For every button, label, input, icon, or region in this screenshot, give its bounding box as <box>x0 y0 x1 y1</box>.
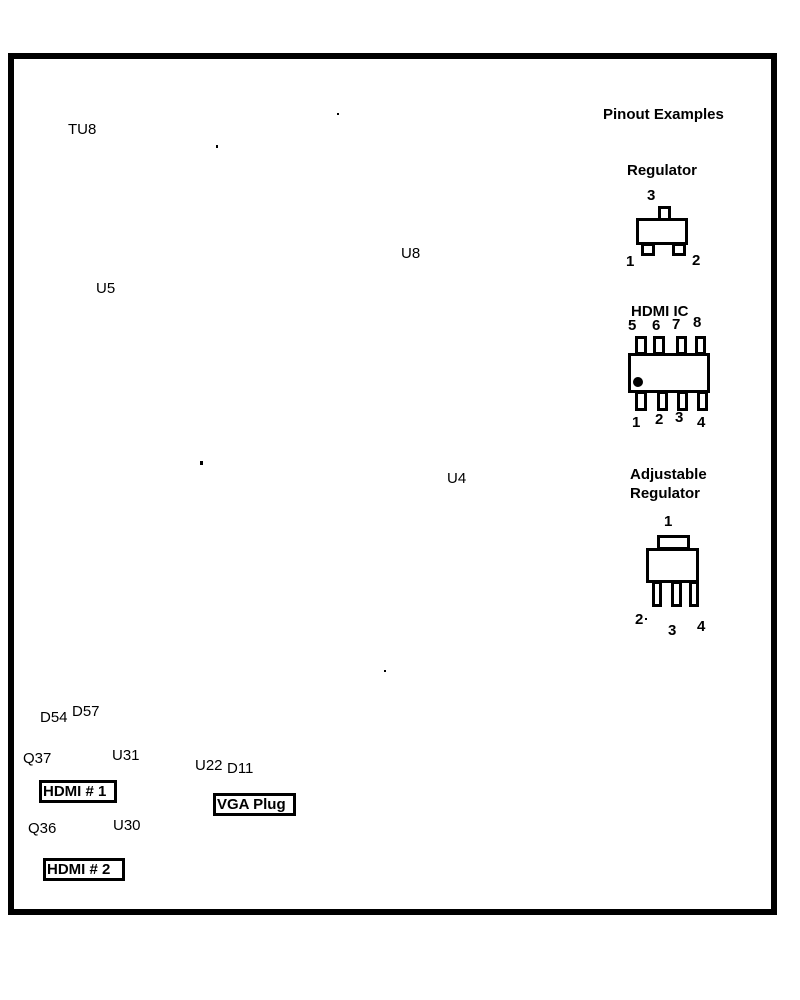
hdmi-ic-bottom-pin-4 <box>697 391 708 411</box>
component-label-u4: U4 <box>447 470 467 487</box>
adjustable-regulator-pin-middle <box>671 581 682 607</box>
adjustable-regulator-pin-right <box>689 581 699 607</box>
component-label-d54: D54 <box>40 709 68 726</box>
regulator-pin-1-number: 1 <box>626 253 635 270</box>
component-label-d11: D11 <box>227 760 254 777</box>
component-label-u22: U22 <box>195 757 223 774</box>
regulator-body <box>636 218 688 245</box>
hdmi-ic-pin-2-number: 2 <box>655 411 664 428</box>
pinout-examples-heading: Pinout Examples <box>603 106 724 123</box>
adjustable-regulator-pin-left <box>652 581 662 607</box>
adjustable-regulator-pin-3-number: 3 <box>668 622 677 639</box>
component-label-tu8: TU8 <box>68 121 97 138</box>
component-label-u31: U31 <box>112 747 140 764</box>
adjustable-regulator-pin-1-number: 1 <box>664 513 673 530</box>
hdmi-ic-bottom-pin-1 <box>635 391 647 411</box>
component-label-u5: U5 <box>96 280 116 297</box>
hdmi-ic-pin-3-number: 3 <box>675 409 684 426</box>
adjustable-regulator-pin-4-number: 4 <box>697 618 706 635</box>
connector-box-vga-plug: VGA Plug <box>213 793 296 816</box>
connector-box-hdmi-1: HDMI # 1 <box>39 780 117 803</box>
stray-mark <box>337 113 339 115</box>
hdmi-ic-pin-5-number: 5 <box>628 317 637 334</box>
hdmi-ic-pin1-marker-dot <box>633 377 643 387</box>
hdmi-ic-title: HDMI IC <box>631 303 689 320</box>
stray-mark <box>384 670 386 672</box>
regulator-pin-2-number: 2 <box>692 252 701 269</box>
board-outline-frame <box>8 53 777 915</box>
regulator-title: Regulator <box>627 162 698 179</box>
adjustable-regulator-body <box>646 548 699 583</box>
hdmi-ic-pin-1-number: 1 <box>632 414 641 431</box>
connector-box-hdmi-2: HDMI # 2 <box>43 858 125 881</box>
hdmi-ic-bottom-pin-3 <box>677 391 688 411</box>
hdmi-ic-pin-4-number: 4 <box>697 414 706 431</box>
adjustable-regulator-title-line1: Adjustable <box>630 466 707 483</box>
regulator-pin-3-number: 3 <box>647 187 656 204</box>
hdmi-ic-pin-6-number: 6 <box>652 317 661 334</box>
hdmi-ic-pin-7-number: 7 <box>672 316 681 333</box>
stray-mark <box>645 618 647 620</box>
adjustable-regulator-pin-2-number: 2 <box>635 611 644 628</box>
stray-mark <box>216 145 218 148</box>
component-label-u30: U30 <box>113 817 141 834</box>
hdmi-ic-body <box>628 353 710 393</box>
component-label-q37: Q37 <box>23 750 52 767</box>
stray-mark <box>200 461 203 465</box>
hdmi-ic-bottom-pin-2 <box>657 391 668 411</box>
adjustable-regulator-title-line2: Regulator <box>630 485 701 502</box>
component-label-q36: Q36 <box>28 820 57 837</box>
hdmi-ic-pin-8-number: 8 <box>693 314 702 331</box>
component-label-u8: U8 <box>401 245 421 262</box>
component-label-d57: D57 <box>72 703 100 720</box>
